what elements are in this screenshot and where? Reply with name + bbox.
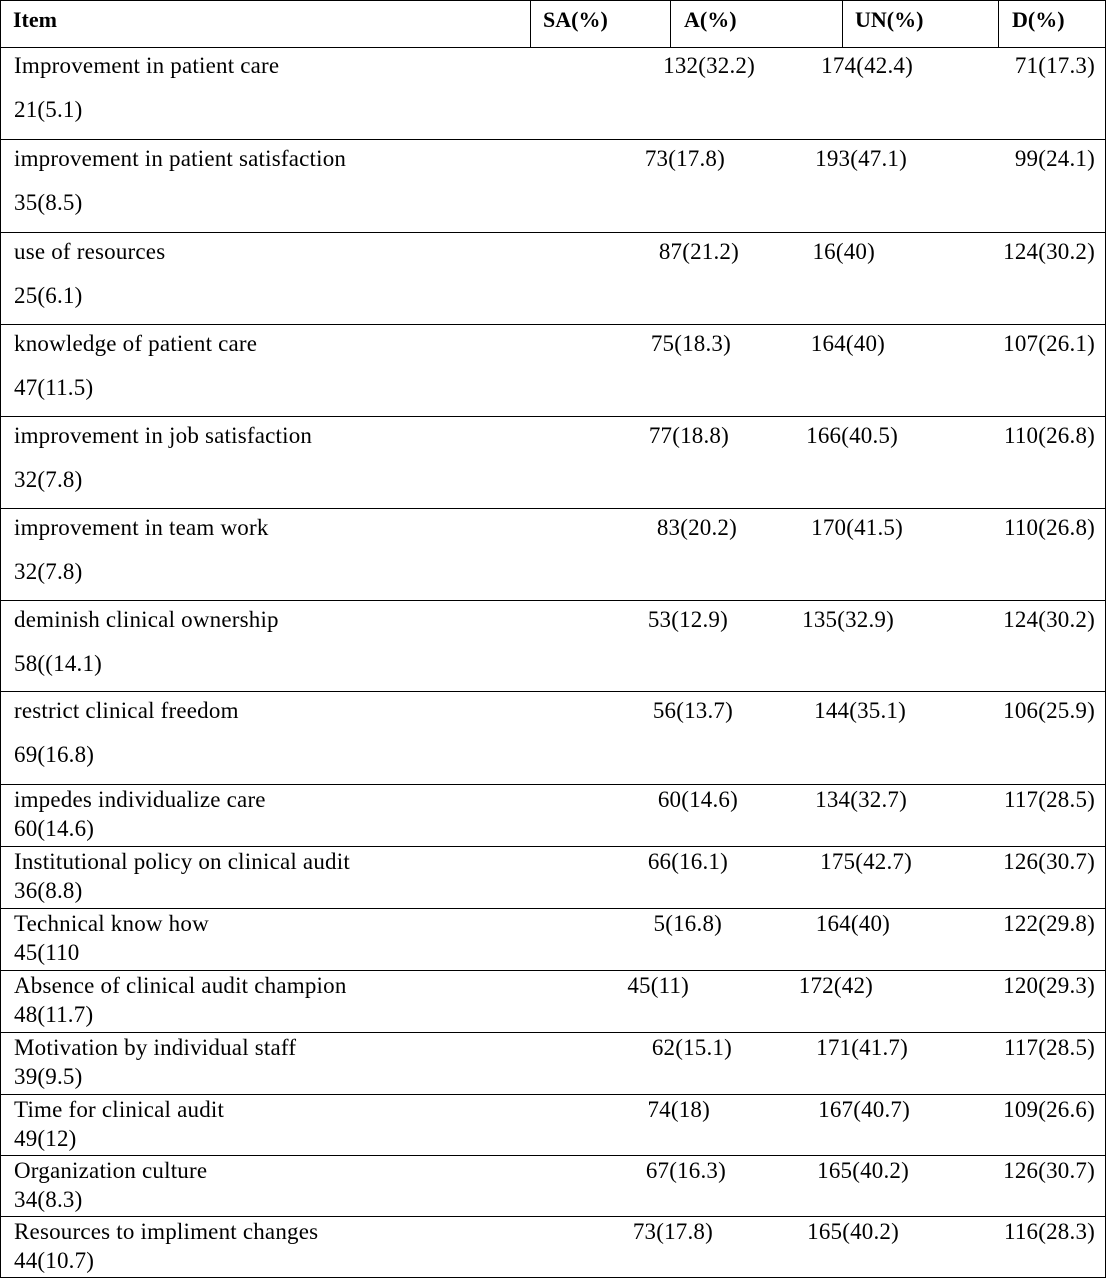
item-label: Resources to impliment changes: [14, 1219, 319, 1244]
d-value: 44(10.7): [14, 1248, 95, 1273]
item-label: use of resources: [14, 239, 166, 264]
table-row: [1, 1095, 1105, 1156]
table-row: [1, 785, 1105, 847]
item-label: Institutional policy on clinical audit: [14, 849, 350, 874]
item-label: deminish clinical ownership: [14, 607, 279, 632]
sa-value: 62(15.1): [651, 1035, 732, 1060]
d-value: 21(5.1): [14, 97, 83, 122]
table-row: [1, 1033, 1105, 1095]
table-row: [1, 971, 1105, 1033]
item-label: improvement in job satisfaction: [14, 423, 313, 448]
sa-value: 53(12.9): [647, 607, 728, 632]
a-value: 193(47.1): [815, 146, 907, 171]
d-value: 45(110: [14, 940, 80, 965]
d-value: 47(11.5): [14, 375, 94, 400]
a-value: 174(42.4): [821, 53, 913, 78]
table-row: [1, 233, 1105, 325]
table-row: [1, 1156, 1105, 1217]
d-value: 25(6.1): [14, 283, 83, 308]
un-value: 124(30.2): [1003, 607, 1095, 632]
table-row: [1, 509, 1105, 601]
item-label: Organization culture: [14, 1158, 208, 1183]
a-value: 167(40.7): [818, 1097, 910, 1122]
sa-value: 87(21.2): [658, 239, 739, 264]
a-value: 134(32.7): [815, 787, 907, 812]
un-value: 106(25.9): [1003, 698, 1095, 723]
a-value: 171(41.7): [816, 1035, 908, 1060]
table-row: [1, 847, 1105, 909]
un-value: 126(30.7): [1003, 849, 1095, 874]
d-value: 60(14.6): [14, 816, 95, 841]
sa-value: 132(32.2): [663, 53, 755, 78]
header-a: A(%): [671, 1, 843, 47]
item-label: Time for clinical audit: [14, 1097, 225, 1122]
d-value: 39(9.5): [14, 1064, 83, 1089]
sa-value: 56(13.7): [652, 698, 733, 723]
d-value: 36(8.8): [14, 878, 83, 903]
d-value: 49(12): [14, 1126, 77, 1151]
un-value: 124(30.2): [1003, 239, 1095, 264]
un-value: 122(29.8): [1003, 911, 1095, 936]
un-value: 109(26.6): [1003, 1097, 1095, 1122]
d-value: 58((14.1): [14, 651, 103, 676]
header-sa: SA(%): [531, 1, 671, 47]
un-value: 110(26.8): [1003, 515, 1095, 540]
a-value: 172(42): [798, 973, 873, 998]
sa-value: 67(16.3): [645, 1158, 726, 1183]
table-row: [1, 1217, 1105, 1279]
item-label: Motivation by individual staff: [14, 1035, 297, 1060]
sa-value: 77(18.8): [648, 423, 729, 448]
sa-value: 45(11): [627, 973, 689, 998]
table-row: [1, 47, 1105, 140]
d-value: 32(7.8): [14, 467, 83, 492]
item-label: knowledge of patient care: [14, 331, 258, 356]
table-row: [1, 417, 1105, 509]
d-value: 34(8.3): [14, 1187, 83, 1212]
un-value: 120(29.3): [1003, 973, 1095, 998]
a-value: 165(40.2): [807, 1219, 899, 1244]
item-label: Improvement in patient care: [14, 53, 280, 78]
un-value: 116(28.3): [1003, 1219, 1095, 1244]
d-value: 69(16.8): [14, 742, 95, 767]
header-d: D(%): [1012, 7, 1065, 32]
un-value: 99(24.1): [1014, 146, 1095, 171]
a-value: 164(40): [810, 331, 885, 356]
a-value: 135(32.9): [802, 607, 894, 632]
table-row: [1, 909, 1105, 971]
a-value: 166(40.5): [806, 423, 898, 448]
table-header-row: [1, 1, 1105, 48]
sa-value: 75(18.3): [650, 331, 731, 356]
item-label: impedes individualize care: [14, 787, 266, 812]
item-label: Absence of clinical audit champion: [14, 973, 347, 998]
d-value: 48(11.7): [14, 1002, 94, 1027]
a-value: 165(40.2): [817, 1158, 909, 1183]
un-value: 117(28.5): [1003, 787, 1095, 812]
table-row: [1, 692, 1105, 785]
sa-value: 60(14.6): [657, 787, 738, 812]
a-value: 175(42.7): [820, 849, 912, 874]
item-label: Technical know how: [14, 911, 209, 936]
a-value: 170(41.5): [811, 515, 903, 540]
item-label: improvement in team work: [14, 515, 269, 540]
table-row: [1, 140, 1105, 233]
a-value: 164(40): [815, 911, 890, 936]
d-value: 35(8.5): [14, 190, 83, 215]
header-item: Item: [1, 1, 531, 47]
d-value: 32(7.8): [14, 559, 83, 584]
a-value: 16(40): [812, 239, 875, 264]
table-row: [1, 325, 1105, 417]
item-label: restrict clinical freedom: [14, 698, 239, 723]
sa-value: 74(18): [647, 1097, 710, 1122]
sa-value: 66(16.1): [647, 849, 728, 874]
un-value: 110(26.8): [1003, 423, 1095, 448]
un-value: 126(30.7): [1003, 1158, 1095, 1183]
header-un: UN(%): [843, 1, 999, 47]
table-row: [1, 601, 1105, 692]
sa-value: 5(16.8): [653, 911, 722, 936]
sa-value: 83(20.2): [656, 515, 737, 540]
un-value: 107(26.1): [1003, 331, 1095, 356]
item-label: improvement in patient satisfaction: [14, 146, 347, 171]
sa-value: 73(17.8): [644, 146, 725, 171]
sa-value: 73(17.8): [632, 1219, 713, 1244]
un-value: 71(17.3): [1014, 53, 1095, 78]
un-value: 117(28.5): [1003, 1035, 1095, 1060]
a-value: 144(35.1): [814, 698, 906, 723]
